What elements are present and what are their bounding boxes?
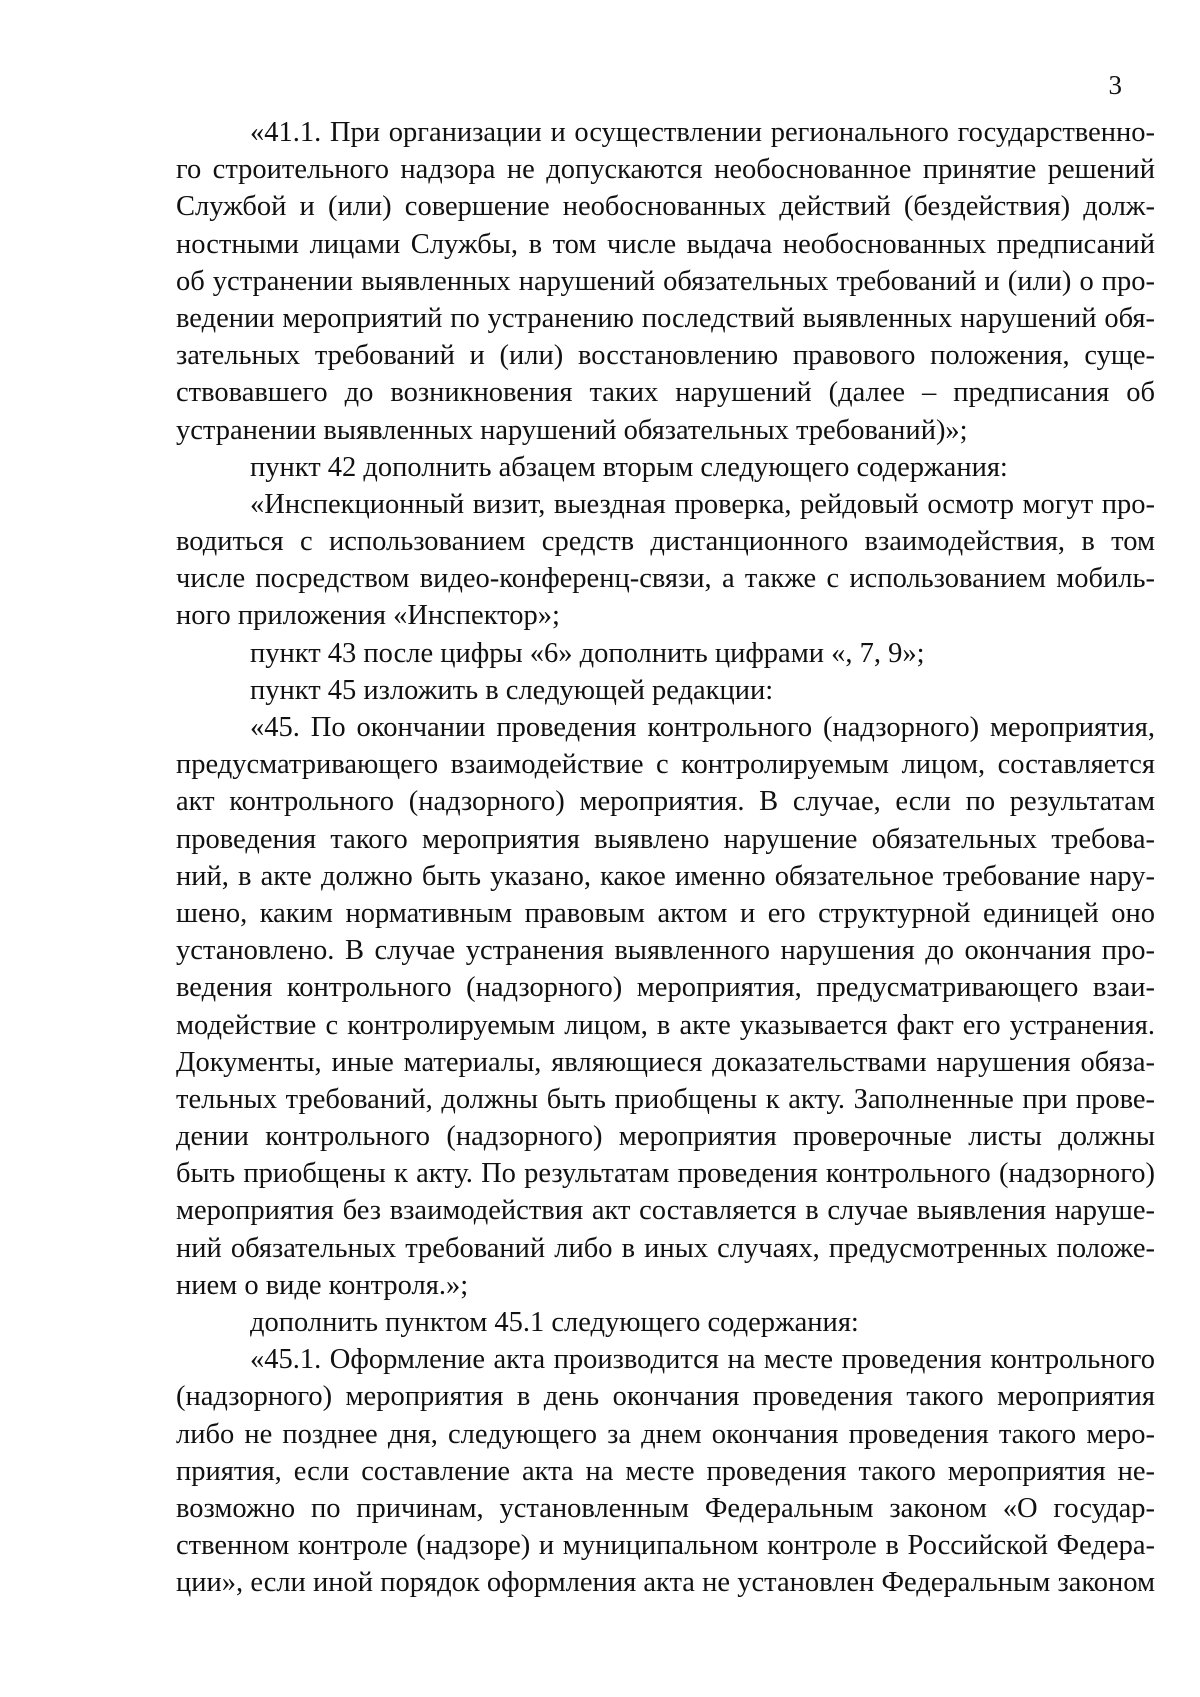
text-line: предусматривающего взаимодействие с контролируемым лицом, составляется	[176, 749, 1155, 781]
text-line: «41.1. При организации и осуществлении регионального государственно-	[250, 117, 1155, 148]
text-line: устранении выявленных нарушений обязательных требований)»;	[176, 414, 968, 446]
text-line: ний, в акте должно быть указано, какое именно обязательное требование нару-	[176, 860, 1155, 892]
text-line: дении контрольного (надзорного) мероприятия проверочные листы должны	[176, 1121, 1155, 1153]
text-line: ственном контроле (надзоре) и муниципальном контроле в Российской Федера-	[176, 1530, 1155, 1562]
text-line: об устранении выявленных нарушений обязательных требований и (или) о про-	[176, 265, 1155, 297]
text-line: ведения контрольного (надзорного) мероприятия, предусматривающего взаи-	[176, 972, 1155, 1004]
text-line: тельных требований, должны быть приобщены к акту. Заполненные при прове-	[176, 1083, 1155, 1115]
text-line: либо не позднее дня, следующего за днем окончания проведения такого меро-	[176, 1418, 1155, 1450]
text-line: шено, каким нормативным правовым актом и его структурной единицей оно	[176, 897, 1155, 929]
text-line: Службой и (или) совершение необоснованных действий (бездействия) долж-	[176, 191, 1155, 223]
text-line: ции», если иной порядок оформления акта не установлен Федеральным законом	[176, 1567, 1155, 1599]
text-line: мероприятия без взаимодействия акт составляется в случае выявления наруше-	[176, 1195, 1155, 1227]
text-line: ного приложения «Инспектор»;	[176, 600, 560, 632]
text-line: «45.1. Оформление акта производится на месте проведения контрольного	[250, 1344, 1155, 1376]
text-line: «Инспекционный визит, выездная проверка, рейдовый осмотр могут про-	[250, 488, 1155, 520]
text-line: акт контрольного (надзорного) мероприятия. В случае, если по результатам	[176, 786, 1155, 818]
text-line: ний обязательных требований либо в иных случаях, предусмотренных положе-	[176, 1232, 1155, 1264]
text-line: пункт 43 после цифры «6» дополнить цифрами «, 7, 9»;	[250, 637, 925, 669]
text-line: пункт 45 изложить в следующей редакции:	[250, 674, 774, 706]
text-line: установлено. В случае устранения выявленного нарушения до окончания про-	[176, 935, 1155, 967]
text-line: ведении мероприятий по устранению последствий выявленных нарушений обя-	[176, 302, 1155, 334]
text-line: быть приобщены к акту. По результатам проведения контрольного (надзорного)	[176, 1158, 1155, 1190]
text-line: «45. По окончании проведения контрольного (надзорного) мероприятия,	[250, 712, 1155, 743]
text-line: зательных требований и (или) восстановлению правового положения, суще-	[176, 340, 1155, 372]
text-line: нием о виде контроля.»;	[176, 1269, 469, 1301]
text-line: приятия, если составление акта на месте проведения такого мероприятия не-	[176, 1455, 1155, 1487]
text-line: возможно по причинам, установленным Федеральным законом «О государ-	[176, 1492, 1155, 1524]
text-line: проведения такого мероприятия выявлено нарушение обязательных требова-	[176, 823, 1155, 855]
text-line: (надзорного) мероприятия в день окончания проведения такого мероприятия	[176, 1381, 1155, 1413]
text-line: числе посредством видео-конференц-связи, а также с использованием мобиль-	[176, 563, 1155, 595]
text-line: пункт 42 дополнить абзацем вторым следующего содержания:	[250, 451, 1008, 483]
text-line: Документы, иные материалы, являющиеся доказательствами нарушения обяза-	[176, 1046, 1155, 1078]
text-line: модействие с контролируемым лицом, в акте указывается факт его устранения.	[176, 1009, 1155, 1041]
text-line: ствовавшего до возникновения таких нарушений (далее – предписания об	[176, 377, 1155, 409]
text-line: ностными лицами Службы, в том числе выдача необоснованных предписаний	[176, 228, 1155, 260]
document-body	[176, 114, 1155, 1602]
text-line: дополнить пунктом 45.1 следующего содержания:	[250, 1307, 859, 1338]
text-line: го строительного надзора не допускаются необоснованное принятие решений	[176, 154, 1155, 186]
text-line: водиться с использованием средств дистанционного взаимодействия, в том	[176, 526, 1155, 558]
page-number: 3	[1108, 70, 1122, 100]
